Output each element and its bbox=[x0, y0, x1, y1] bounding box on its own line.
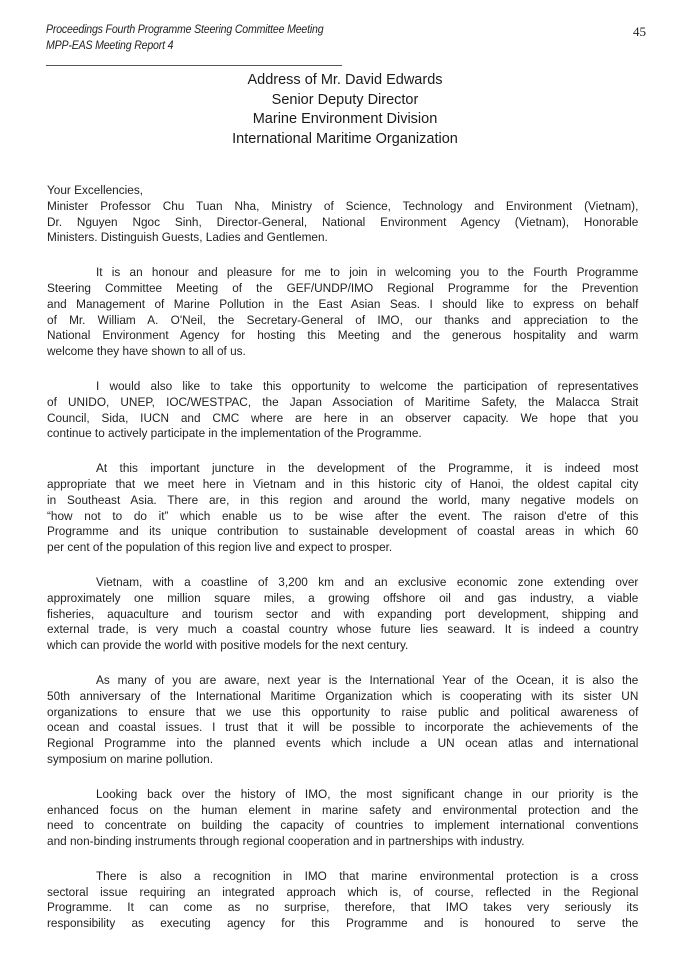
text-line: which can provide the world with positive models for the next century. bbox=[47, 638, 409, 653]
document-body bbox=[47, 183, 639, 951]
text-line: Steering Committee Meeting of the GEF/UNDP/IMO Regional Programme for the Prevention bbox=[47, 280, 639, 295]
text-line: organizations to ensure that we use this opportunity to raise public and political awareness of bbox=[47, 704, 639, 719]
paragraph-observers bbox=[47, 379, 639, 442]
page-number: 45 bbox=[633, 24, 646, 39]
speaker-division: Marine Environment Division bbox=[252, 111, 438, 127]
text-line: 50th anniversary of the International Maritime Organization which is cooperating with its sister UN bbox=[47, 688, 639, 703]
text-line: Looking back over the history of IMO, the most significant change in our priority is the bbox=[95, 786, 639, 801]
salutation-line: Your Excellencies, bbox=[47, 183, 144, 197]
address-title bbox=[150, 71, 540, 149]
paragraph-year-of-ocean bbox=[47, 673, 639, 768]
text-line: I would also like to take this opportunity to welcome the participation of representatives bbox=[95, 378, 639, 393]
text-line: need to concentrate on building the capacity of countries to implement international conventions bbox=[47, 818, 639, 833]
text-line: ocean and coastal issues. I trust that it will be possible to incorporate the achievements of the bbox=[47, 720, 639, 735]
text-line: appropriate that we meet here in Vietnam and in this historic city of Hanoi, the oldest capital city bbox=[47, 476, 639, 491]
text-line: Vietnam, with a coastline of 3,200 km and an exclusive economic zone extending over bbox=[95, 574, 639, 589]
paragraph-recognition bbox=[47, 869, 639, 932]
text-line: Council, Sida, IUCN and CMC where are here in an observer capacity. We hope that you bbox=[47, 410, 639, 425]
text-line: symposium on marine pollution. bbox=[47, 751, 214, 766]
speech-title: Address of Mr. David Edwards bbox=[247, 72, 443, 88]
header-report-number: MPP-EAS Meeting Report 4 bbox=[46, 40, 174, 52]
paragraph-juncture bbox=[47, 461, 639, 556]
paragraph-imo-history bbox=[47, 787, 639, 850]
text-line: As many of you are aware, next year is the International Year of the Ocean, it is also the bbox=[95, 672, 639, 687]
text-line: approximately one million square miles, a growing offshore oil and gas industry, a viable bbox=[47, 590, 639, 605]
speaker-organization: International Maritime Organization bbox=[232, 130, 458, 147]
text-line: Programme. It can come as no surprise, therefore, that IMO takes very seriously its bbox=[47, 900, 639, 915]
text-line: and non-binding instruments through regional cooperation and in partnerships with industry. bbox=[47, 834, 525, 849]
text-line: It is an honour and pleasure for me to join in welcoming you to the Fourth Programme bbox=[95, 265, 639, 280]
text-line: of UNIDO, UNEP, IOC/WESTPAC, the Japan Association of Maritime Safety, the Malacca Strait bbox=[47, 394, 639, 409]
text-line: enhanced focus on the human element in marine safety and environmental protection and the bbox=[47, 802, 639, 817]
text-line: per cent of the population of this region live and expect to prosper. bbox=[47, 540, 393, 555]
text-line: Programme and its unique contribution to sustainable development of coastal areas in which 60 bbox=[47, 524, 639, 539]
paragraph-vietnam bbox=[47, 575, 639, 654]
salutation-line: Dr. Nguyen Ngoc Sinh, Director-General, National Environment Agency (Vietnam), Honorable bbox=[47, 214, 639, 229]
header-proceedings-title: Proceedings Fourth Programme Steering Committee Meeting bbox=[46, 24, 324, 36]
salutation bbox=[47, 183, 639, 246]
salutation-line: Minister Professor Chu Tuan Nha, Ministry of Science, Technology and Environment (Vietnam), bbox=[47, 198, 639, 213]
text-line: sectoral issue requiring an integrated approach which is, of course, reflected in the Regional bbox=[47, 884, 639, 899]
text-line: continue to actively participate in the implementation of the Programme. bbox=[47, 426, 422, 441]
text-line: Regional Programme into the planned events which include a UN ocean atlas and international bbox=[47, 736, 639, 751]
text-line: National Environment Agency for hosting this Meeting and the generous hospitality and warm bbox=[47, 328, 639, 343]
paragraph-welcome bbox=[47, 265, 639, 360]
text-line: of Mr. William A. O'Neil, the Secretary-General of IMO, our thanks and appreciation to the bbox=[47, 312, 639, 327]
text-line: There is also a recognition in IMO that marine environmental protection is a cross bbox=[95, 868, 639, 883]
text-line: fisheries, aquaculture and tourism sector and with expanding port development, shipping and bbox=[47, 606, 639, 621]
text-line: external trade, is very much a coastal country whose future lies seaward. It is indeed a country bbox=[47, 622, 639, 637]
header-divider bbox=[46, 65, 342, 66]
text-line: and Management of Marine Pollution in the East Asian Seas. I should like to express on behalf bbox=[47, 296, 639, 311]
text-line: in Southeast Asia. There are, in this region and around the world, many negative models on bbox=[47, 492, 639, 507]
running-header bbox=[46, 22, 646, 54]
speaker-position: Senior Deputy Director bbox=[271, 91, 419, 108]
salutation-line: Ministers. Distinguish Guests, Ladies and Gentlemen. bbox=[47, 230, 328, 245]
text-line: responsibility as executing agency for this Programme and is honoured to serve the bbox=[47, 916, 639, 931]
text-line: At this important juncture in the development of the Programme, it is indeed most bbox=[95, 461, 639, 476]
text-line: welcome they have shown to all of us. bbox=[47, 344, 246, 359]
text-line: “how not to do it” which enable us to be wise after the event. The raison d'etre of this bbox=[47, 508, 639, 523]
